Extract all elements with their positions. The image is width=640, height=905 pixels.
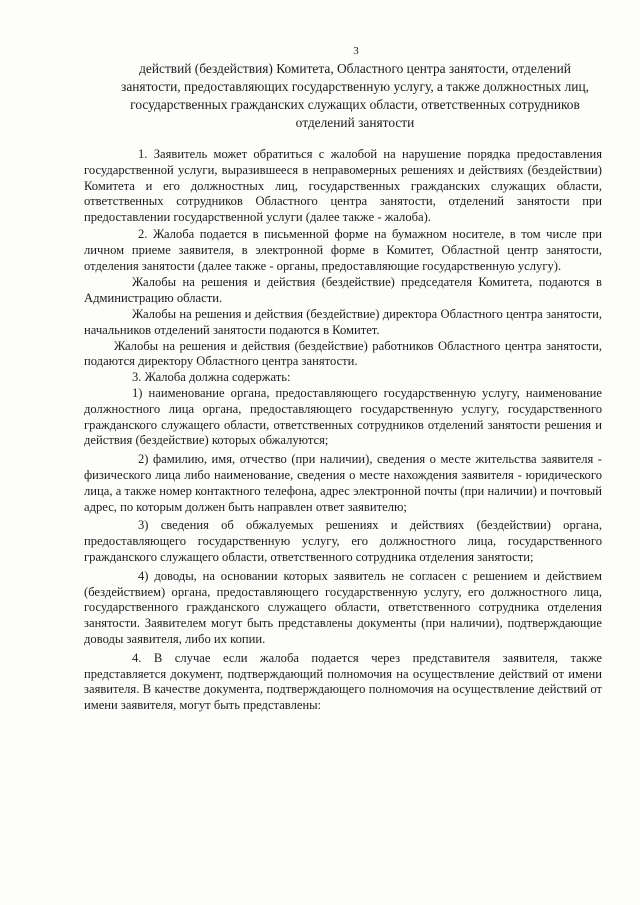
section-heading: действий (бездействия) Комитета, Областного центра занятости, отделений занятости, предоставляющих государственную услугу, а также должностных лиц, государственных гражданских служащих области, ответственных сотрудников отделений занятости — [121, 61, 589, 130]
paragraph-11: 4. В случае если жалоба подается через представителя заявителя, также представляется документ, подтверждающий полномочия на осуществление действий от имени заявителя. В качестве документа, подтверждающего полномочия на осуществление действий от имени заявителя, могут быть представлены: — [84, 650, 602, 713]
paragraph-5: Жалобы на решения и действия (бездействие) работников Областного центра занятости, подаются директору Областного центра занятости. — [84, 338, 602, 369]
page-number: 3 — [353, 45, 359, 57]
paragraph-1: 1. Заявитель может обратиться с жалобой на нарушение порядка предоставления государственной услуги, выразившееся в неправомерных решениях и действиях (бездействии) Комитета и его должностных лиц, государственных гражданских служащих области, ответственных сотрудников Областного центра занятости, отделений занятости при предоставлении государственной услуги (далее также - жалоба). — [84, 147, 602, 225]
paragraph-3: Жалобы на решения и действия (бездействие) председателя Комитета, подаются в Администрацию области. — [84, 275, 602, 306]
document-body — [84, 147, 602, 714]
paragraph-8: 2) фамилию, имя, отчество (при наличии), сведения о месте жительства заявителя - физического лица либо наименование, сведения о месте нахождения заявителя - юридического лица, а также номер контактного телефона, адрес электронной почты (при наличии) и почтовый адрес, по которым должен быть направлен ответ заявителю; — [84, 452, 602, 514]
paragraph-7: 1) наименование органа, предоставляющего государственную услугу, наименование должностного лица органа, предоставляющего государственную услугу, государственного гражданского служащего области, ответственных сотрудников отделений занятости решения и действия (бездействие) которых обжалуются; — [84, 385, 602, 448]
paragraph-10: 4) доводы, на основании которых заявитель не согласен с решением и действием (бездействием) органа, предоставляющего государственную услугу, его должностного лица, государственного гражданского служащего области, ответственного сотрудника отделения занятости. Заявителем могут быть представлены документы (при наличии), подтверждающие доводы заявителя, либо их копии. — [84, 568, 602, 646]
paragraph-9: 3) сведения об обжалуемых решениях и действиях (бездействии) органа, предоставляющего государственную услугу, его должностного лица, государственного гражданского служащего области, ответственного сотрудника отделения занятости; — [84, 518, 602, 564]
paragraph-4: Жалобы на решения и действия (бездействие) директора Областного центра занятости, начальников отделений занятости подаются в Комитет. — [84, 306, 602, 337]
paragraph-2: 2. Жалоба подается в письменной форме на бумажном носителе, в том числе при личном приеме заявителя, в электронной форме в Комитет, Областной центр занятости, отделения занятости (далее также - органы, предоставляющие государственную услугу). — [84, 226, 602, 273]
paragraph-6: 3. Жалоба должна содержать: — [132, 370, 291, 385]
